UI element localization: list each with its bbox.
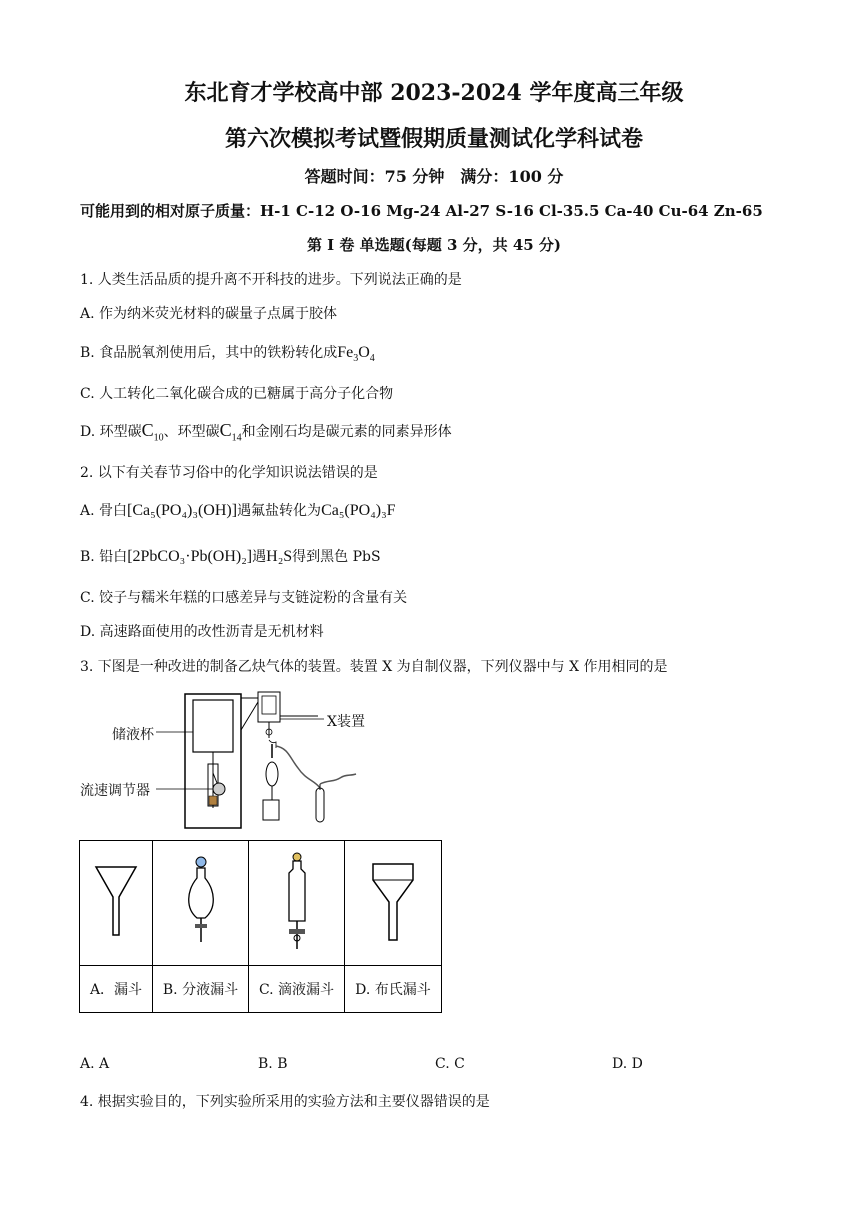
instrument-d-image <box>345 841 442 966</box>
q2-stem: 2. 以下有关春节习俗中的化学知识说法错误的是 <box>80 465 378 481</box>
test-tube <box>316 788 324 822</box>
q3-choice-a[interactable]: A. A <box>80 1056 110 1072</box>
funnel-icon <box>92 863 140 939</box>
instrument-table <box>79 840 442 1013</box>
q3-choice-d[interactable]: D. D <box>612 1056 643 1072</box>
q2-option-c: C. 饺子与糯米年糕的口感差异与支链淀粉的含量有关 <box>80 590 408 606</box>
instrument-a-image <box>80 841 153 966</box>
q3-choice-b[interactable]: B. B <box>258 1056 288 1072</box>
q2-option-a: A. 骨白[Ca₅(PO₄)₃(OH)]遇氟盐转化为Ca₅(PO₄)₃F <box>80 502 396 519</box>
x-device-small <box>258 692 280 722</box>
q3-choice-c[interactable]: C. C <box>435 1056 465 1072</box>
instrument-b-image <box>153 841 249 966</box>
instrument-b-label: B. 分液漏斗 <box>153 966 249 1013</box>
q2-option-b: B. 铅白[2PbCO₃·Pb(OH)₂]遇H₂S得到黑色 PbS <box>80 548 381 565</box>
label-reservoir-cup: 储液杯 <box>112 727 154 743</box>
q1-option-d: D. 环型碳$C_{10}$、环型碳$C_{14}$和金刚石均是碳元素的同素异形体 <box>80 420 452 444</box>
separatory-funnel-icon <box>179 856 223 946</box>
q3-stem: 3. 下图是一种改进的制备乙炔气体的装置。装置 X 为自制仪器，下列仪器中与 X 作用相同的是 <box>80 659 668 675</box>
q1-stem: 1. 人类生活品质的提升离不开科技的进步。下列说法正确的是 <box>80 272 462 288</box>
buchner-funnel-icon <box>369 858 417 944</box>
label-x-device: X装置 <box>327 714 365 730</box>
flow-regulator-knob <box>213 783 225 795</box>
q1-option-a: A. 作为纳米荧光材料的碳量子点属于胶体 <box>80 306 338 322</box>
exam-info: 答题时间：75 分钟 满分：100 分 <box>304 167 564 186</box>
q1-option-c: C. 人工转化二氧化碳合成的已糖属于高分子化合物 <box>80 386 394 402</box>
dropping-funnel-icon <box>275 851 319 951</box>
q1-option-b: B. 食品脱氧剂使用后，其中的铁粉转化成$Fe_3O_4$ <box>80 344 375 365</box>
q4-stem: 4. 根据实验目的，下列实验所采用的实验方法和主要仪器错误的是 <box>80 1094 490 1110</box>
section-heading: 第 I 卷 单选题(每题 3 分，共 45 分) <box>306 236 562 254</box>
instrument-c-image <box>249 841 345 966</box>
instrument-d-label: D. 布氏漏斗 <box>345 966 442 1013</box>
q2-option-d: D. 高速路面使用的改性沥青是无机材料 <box>80 624 324 640</box>
title-line-2: 第六次模拟考试暨假期质量测试化学科试卷 <box>224 126 643 152</box>
title-line-1: 东北育才学校高中部 2023-2024 学年度高三年级 <box>184 80 684 106</box>
instrument-c-label: C. 滴液漏斗 <box>249 966 345 1013</box>
atomic-mass-line: 可能用到的相对原子质量：H-1 C-12 O-16 Mg-24 Al-27 S-16 Cl-35.5 Ca-40 Cu-64 Zn-65 <box>80 202 763 220</box>
label-flow-regulator: 流速调节器 <box>80 783 150 799</box>
acetylene-apparatus-diagram <box>78 688 378 834</box>
reservoir-cup-shape <box>193 700 233 752</box>
instrument-a-label: A．漏斗 <box>80 966 153 1013</box>
